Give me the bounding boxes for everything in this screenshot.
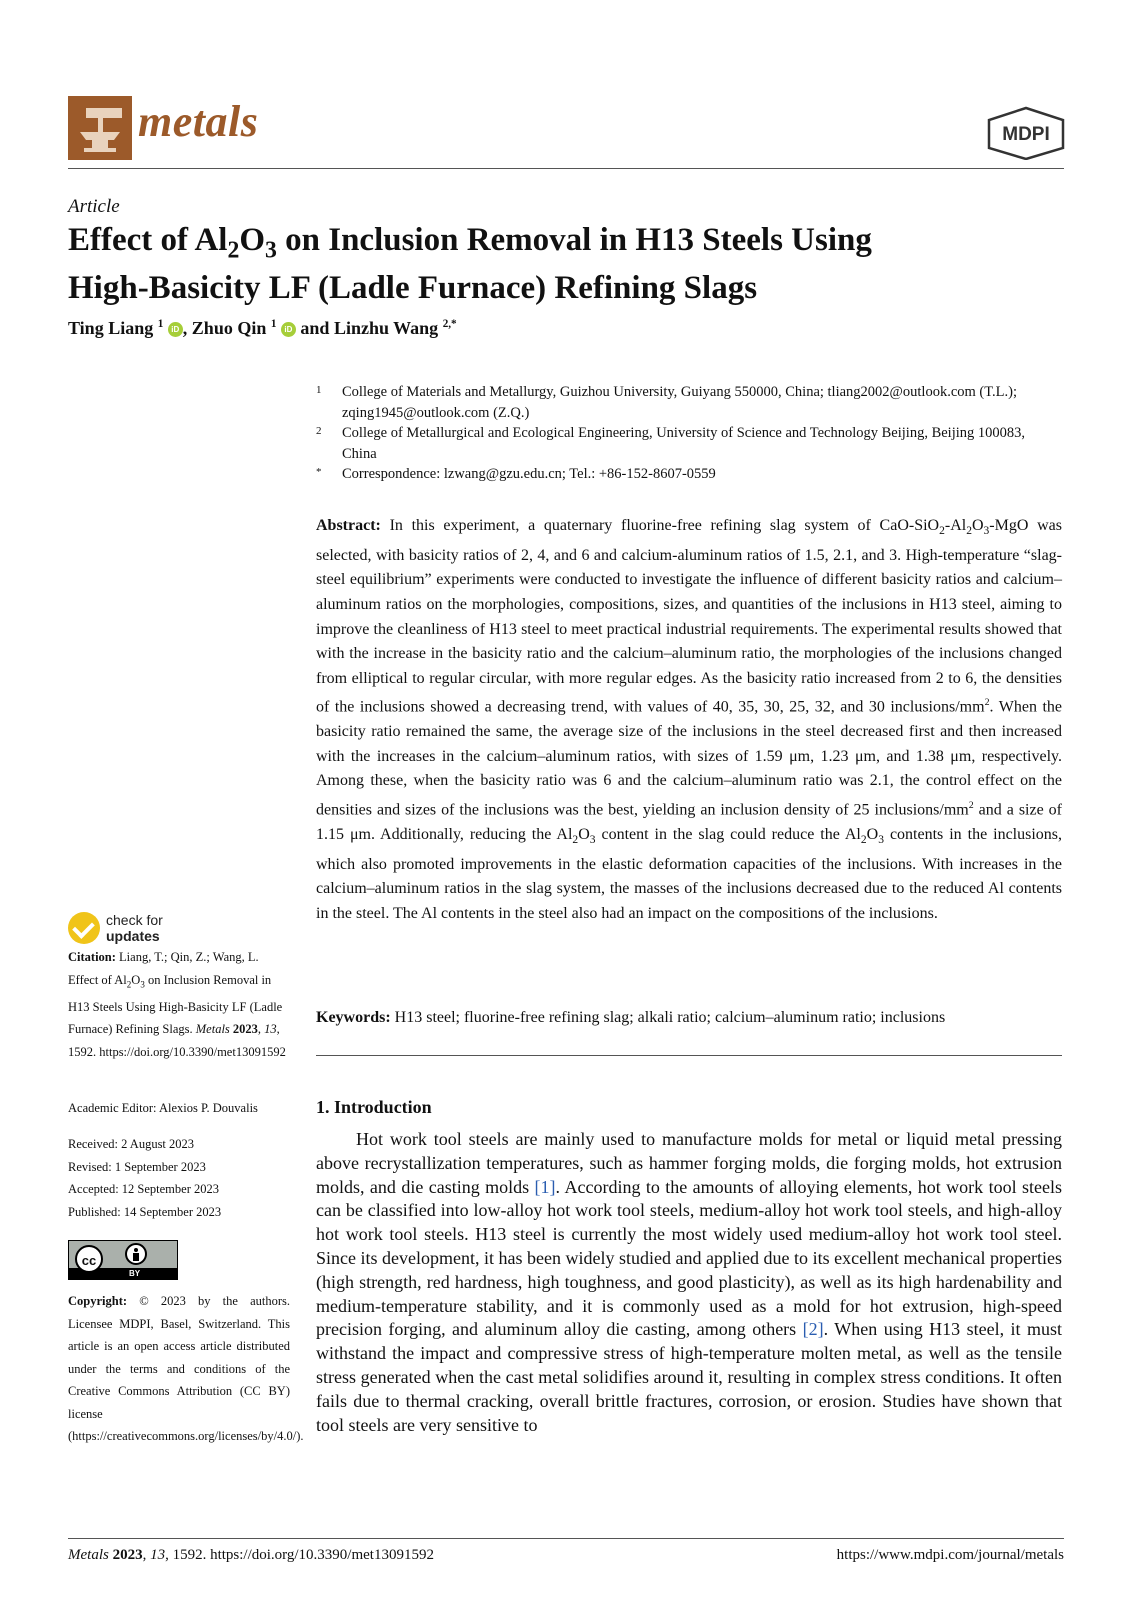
accepted-date: Accepted: 12 September 2023 (68, 1182, 219, 1196)
abstract: Abstract: In this experiment, a quaternary fluorine-free refining slag system of CaO-$SiO_2-Al_2O_3$-MgO was selected, with basicity ratios of 2, 4, and 6 and calcium-aluminum ratios of 1.5, 2.1, and 3. High-temperature “slag-steel equilibrium” experiments were conducted to investigate the influence of different basicity ratios and calcium–aluminum ratios on the morphologies, compositions, sizes, and quantities of the inclusions in H13 steel, aiming to improve the cleanliness of H13 steel to meet practical industrial requirements. The experimental results showed that with the increase in the basicity ratio and the calcium–aluminum ratio, the morphologies of the inclusions changed from elliptical to regular circular, with more regular edges. As the basicity ratio increased from 2 to 6, the densities of the inclusions showed a decreasing trend, with values of 40, 35, 30, 25, 32, and 30 inclusions/$mm^2$. When the basicity ratio remained the same, the average size of the inclusions in the steel decreased first and then increased with the increases in the calcium–aluminum ratios, with sizes of 1.59 μm, 1.23 μm, and 1.38 μm, respectively. Among these, when the basicity ratio was 6 and the calcium–aluminum ratio was 2.1, the control effect on the densities and sizes of the inclusions was the best, yielding an inclusion density of 25 inclusions/$mm^2$ and a size of 1.15 μm. Additionally, reducing the $Al_2O_3$ content in the slag could reduce the $Al_2O_3$ contents in the inclusions, which also promoted improvements in the elastic deformation capacities of the inclusions. With increases in the calcium–aluminum ratios in the slag system, the masses of the inclusions decreased due to the reduced Al contents in the steel. The Al contents in the steel also had an impact on the compositions of the inclusions. (316, 517, 1063, 922)
anvil-hammer-icon (68, 96, 132, 160)
copyright-notice: Copyright: © 2023 by the authors. Licensee MDPI, Basel, Switzerland. This article is an open access article distributed under the terms and conditions of the Creative Commons Attribution (CC BY) license (https://creativecommons.org/licenses/by/4.0/). (68, 1294, 304, 1443)
svg-text:MDPI: MDPI (1002, 124, 1050, 145)
section-heading: 1. Introduction (316, 1097, 432, 1117)
journal-logo-icon (68, 96, 132, 160)
abstract-label: Abstract: (316, 517, 381, 534)
published-date: Published: 14 September 2023 (68, 1204, 222, 1219)
orcid-icon[interactable]: iD (281, 322, 296, 337)
publication-dates (68, 1133, 290, 1223)
person-icon (125, 1243, 147, 1265)
body-paragraph: Hot work tool steels are mainly used to manufacture molds for metal or liquid metal pressing above recrystallization temperatures, such as hammer forging molds, die forging molds, hot extrusion molds, and die casting molds [1]. According to the amounts of alloying elements, hot work tool steels can be classified into low-alloy hot work tool steels, medium-alloy hot work tool steels, and high-alloy hot work tool steels. H13 steel is currently the most widely used medium-alloy hot work tool steel. Since its development, it has been widely studied and applied due to its excellent mechanical properties (high strength, red hardness, high toughness, and good plasticity), as well as its high hardenability and medium-temperature stability, and it is commonly used as a mold for hot extrusion, high-speed precision forging, and aluminum alloy die casting, among others [2]. When using H13 steel, it must withstand the impact and compressive stress of high-temperature molten metal, as well as the tensile stress generated when the cast metal solidifies around it, resulting in complex stress conditions. It often fails due to thermal cracking, overall brittle fractures, corrosion, or erosion. Studies have shown that tool steels are very sensitive to (316, 1129, 1062, 1435)
citation-block: Citation: Liang, T.; Qin, Z.; Wang, L. Effect of $Al_2O_3$ on Inclusion Removal in H13 Steels Using High-Basicity LF (Ladle Furnace) Refining Slags. Metals 2023, 13, 1592. https://doi.org/10.3390/met13091592 (68, 950, 286, 1059)
author-name[interactable]: Zhuo Qin (191, 318, 267, 338)
cc-icon: cc (75, 1245, 103, 1273)
citation-link[interactable]: [2] (802, 1319, 824, 1340)
abstract-divider (316, 1055, 1062, 1056)
article-type: Article (68, 196, 120, 217)
cc-by-license-icon[interactable]: cc BY (68, 1240, 178, 1280)
citation-link[interactable]: [1] (534, 1176, 556, 1197)
author-name[interactable]: Linzhu Wang (333, 318, 439, 338)
article-title: Effect of $Al_2O_3$ on Inclusion Removal in H13 Steels Using High-Basicity LF (Ladle Furnace) Refining Slags (68, 222, 872, 306)
academic-editor: Academic Editor: Alexios P. Douvalis (68, 1101, 258, 1115)
footer-divider (68, 1538, 1064, 1539)
revised-date: Revised: 1 September 2023 (68, 1159, 206, 1174)
journal-name: metals (138, 97, 259, 146)
doi-link[interactable]: , 1592. https://doi.org/10.3390/met13091592 (68, 1022, 286, 1059)
keywords-label: Keywords: (316, 1009, 391, 1026)
author-list: Ting Liang $^1$ iD , Zhuo Qin $^1$ iD and Linzhu Wang $^{2,*}$ (68, 318, 457, 338)
keywords: Keywords: H13 steel; fluorine-free refining slag; alkali ratio; calcium–aluminum ratio; inclusions (316, 1009, 946, 1026)
check-icon (68, 912, 100, 944)
journal-url-link[interactable]: https://www.mdpi.com/journal/metals (836, 1547, 1064, 1563)
footer-citation: Metals 2023, 13, 1592. https://doi.org/10.3390/met13091592 (68, 1547, 434, 1563)
author-name[interactable]: Ting Liang (68, 318, 154, 338)
check-for-updates-button[interactable]: check for updates (68, 912, 218, 948)
received-date: Received: 2 August 2023 (68, 1137, 195, 1151)
orcid-icon[interactable]: iD (168, 322, 183, 337)
mdpi-logo (985, 106, 1067, 160)
footer-doi-link[interactable]: , 1592. https://doi.org/10.3390/met13091592 (165, 1547, 434, 1563)
header-divider (68, 168, 1064, 169)
